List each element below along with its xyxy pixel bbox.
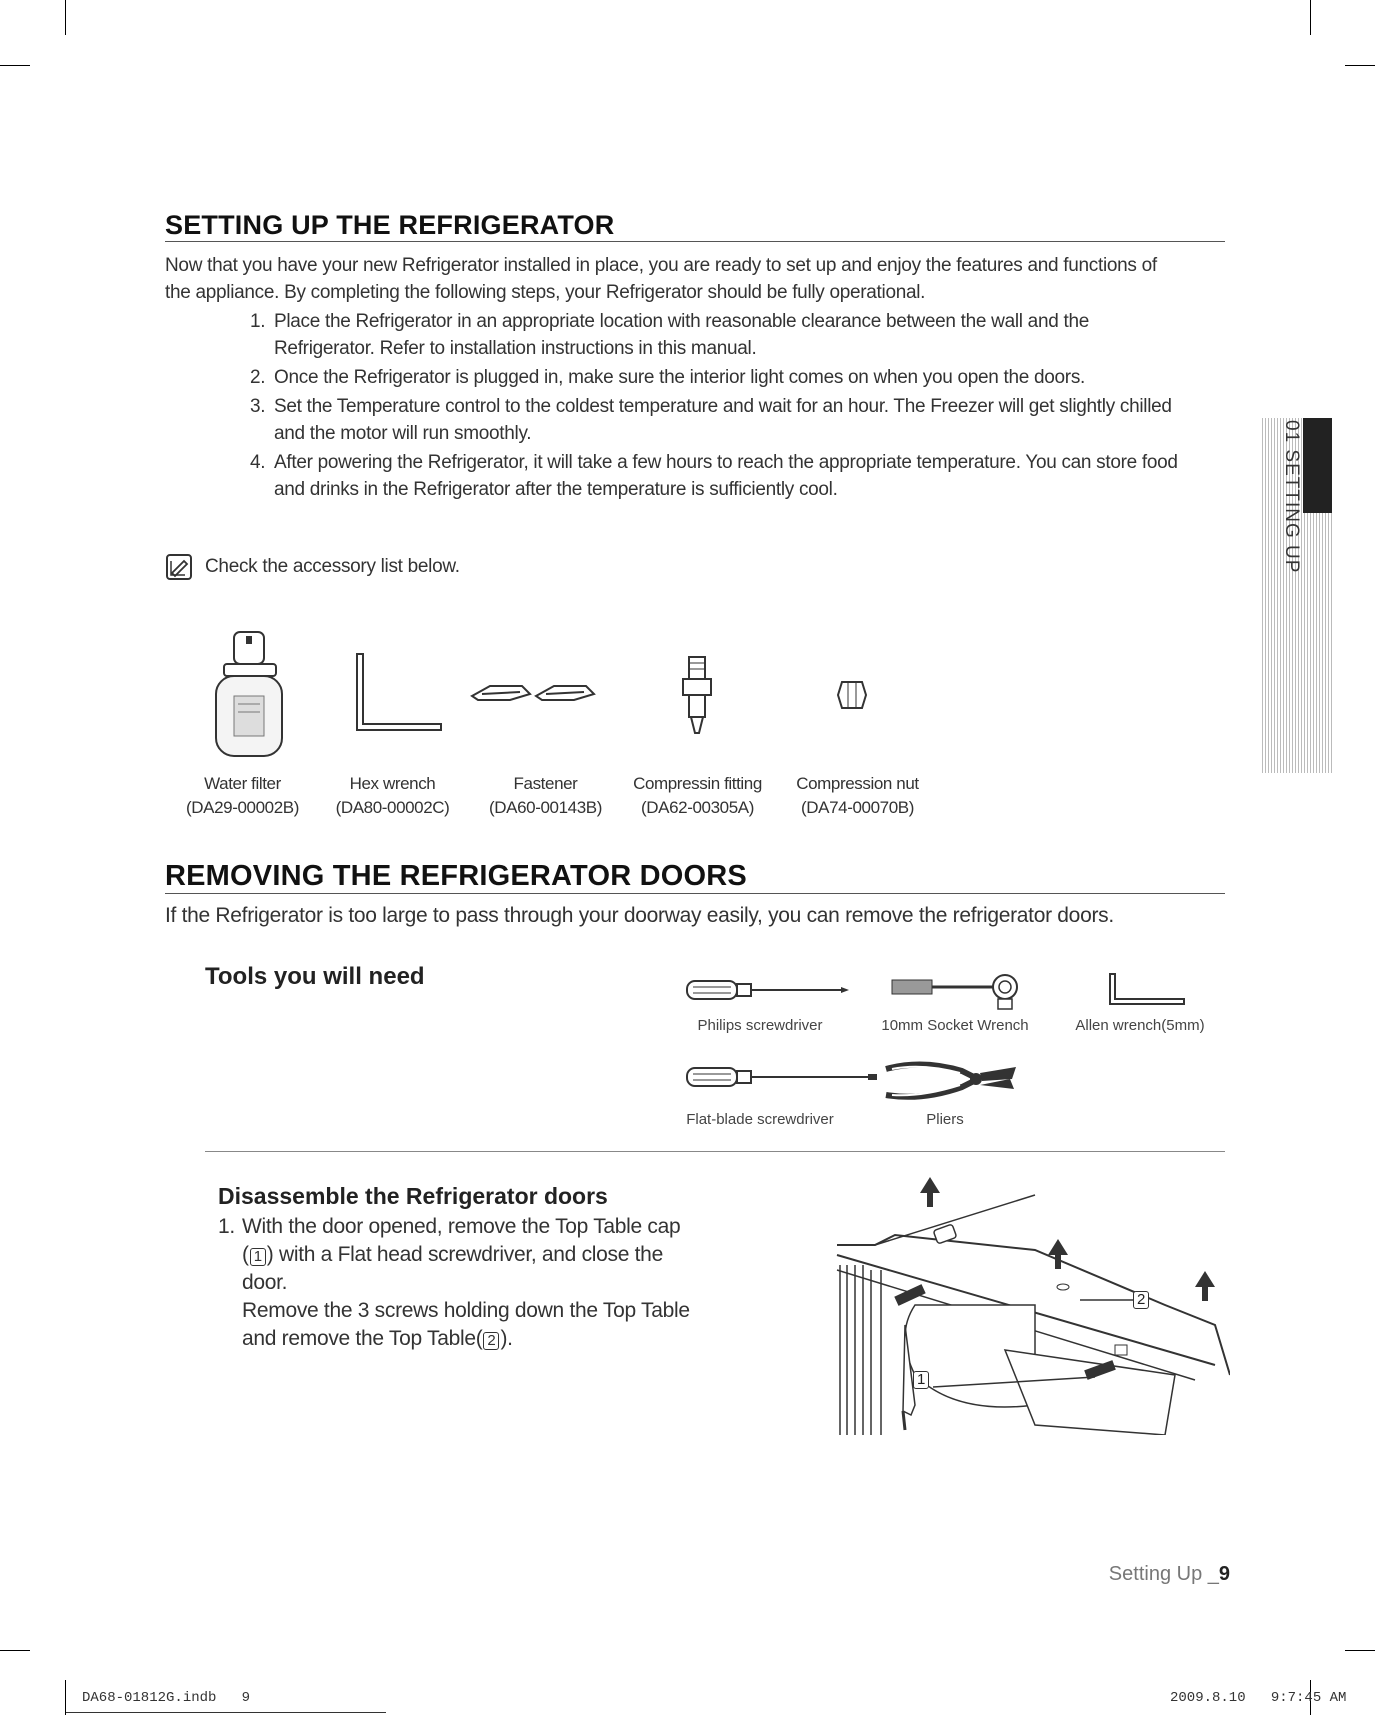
tools-heading: Tools you will need [205,963,425,990]
removing-intro: If the Refrigerator is too large to pass through your doorway easily, you can remove the refrigerator doors. [165,904,1114,927]
intro-paragraph [165,252,1245,306]
page-footer [1060,1563,1230,1586]
disassemble-step: 1. With the door opened, remove the Top Table cap ( 1 ) with a Flat head screwdriver, and close the door. Remove the 3 screws holding down the Top Table and remove the Top Table( 2 ). [218,1215,690,1350]
callout-badge: 1 [913,1371,929,1389]
tools-divider [205,1151,1225,1152]
accessory-caption: Compressin fitting (DA62-00305A) [633,774,762,817]
side-tab-label: 01 SETTING UP [1281,420,1302,574]
page-number: 9 [1218,1563,1230,1585]
crop-mark [1310,0,1311,35]
crop-mark [0,1650,30,1651]
flat-screwdriver-image [685,1065,880,1089]
accessory-caption: Hex wrench (DA80-00002C) [335,774,450,817]
crop-mark [1345,65,1375,66]
fastener-image [470,680,600,706]
print-footer-right: 2009.8.10 9:7:45 AM [1170,1690,1347,1706]
page-footer-label: Setting Up _ [1108,1563,1219,1585]
callout-badge: 1 [250,1248,266,1266]
pliers-image [882,1055,1022,1107]
crop-mark [0,65,30,66]
list-item: 1. Place the Refrigerator in an appropriate location with reasonable clearance between the wall and the Refrigerator. Refer to installation instructions in this manual. [250,311,1089,359]
section-rule [165,241,1225,242]
accessory-caption: Compression nut (DA74-00070B) [796,774,919,817]
list-item: 3. Set the Temperature control to the coldest temperature and wait for an hour. The Freezer will get slightly chilled and the motor will run smoothly. [250,396,1172,444]
socket-wrench-image [890,972,1030,1012]
water-filter-image [212,630,287,760]
intro-line: Now that you have your new Refrigerator installed in place, you are ready to set up and enjoy the features and functions of [165,255,1157,276]
note-icon [165,553,193,581]
side-tab-marker [1303,418,1332,513]
top-table-illustration [835,1175,1230,1435]
disassemble-heading: Disassemble the Refrigerator doors [218,1183,608,1209]
tool-caption: Pliers [926,1111,964,1128]
list-item: 2. Once the Refrigerator is plugged in, make sure the interior light comes on when you open the doors. [250,367,1085,388]
tool-caption: Philips screwdriver [697,1017,823,1034]
setup-steps-list [250,308,1230,505]
accessory-caption: Water filter (DA29-00002B) [186,774,299,817]
allen-wrench-image [1108,972,1188,1008]
note-text: Check the accessory list below. [205,556,460,577]
crop-mark [1345,1650,1375,1651]
top-table-diagram [835,1175,1230,1435]
philips-screwdriver-image [685,978,850,1002]
callout-badge: 2 [483,1332,499,1350]
section-title-removing-doors: REMOVING THE REFRIGERATOR DOORS [165,860,747,892]
crop-mark [65,0,66,35]
crop-mark [65,1680,66,1715]
callout-badge: 2 [1133,1291,1149,1309]
tool-caption: Flat-blade screwdriver [686,1111,834,1128]
section-rule [165,893,1225,894]
intro-line: the appliance. By completing the following steps, your Refrigerator should be fully operational. [165,282,926,303]
print-footer-left: DA68-01812G.indb 9 [82,1690,251,1706]
compression-nut-image [836,678,868,712]
section-title-setting-up: SETTING UP THE REFRIGERATOR [165,210,615,240]
tool-caption: Allen wrench(5mm) [1075,1017,1205,1034]
hex-wrench-image [355,652,445,737]
compression-fitting-image [680,655,714,735]
accessory-caption: Fastener (DA60-00143B) [489,774,602,817]
tool-caption: 10mm Socket Wrench [881,1017,1029,1034]
list-item: 4. After powering the Refrigerator, it will take a few hours to reach the appropriate temperature. You can store food and drinks in the Refrigerator after the temperature is sufficiently cool. [250,452,1178,500]
footer-line [66,1712,386,1713]
